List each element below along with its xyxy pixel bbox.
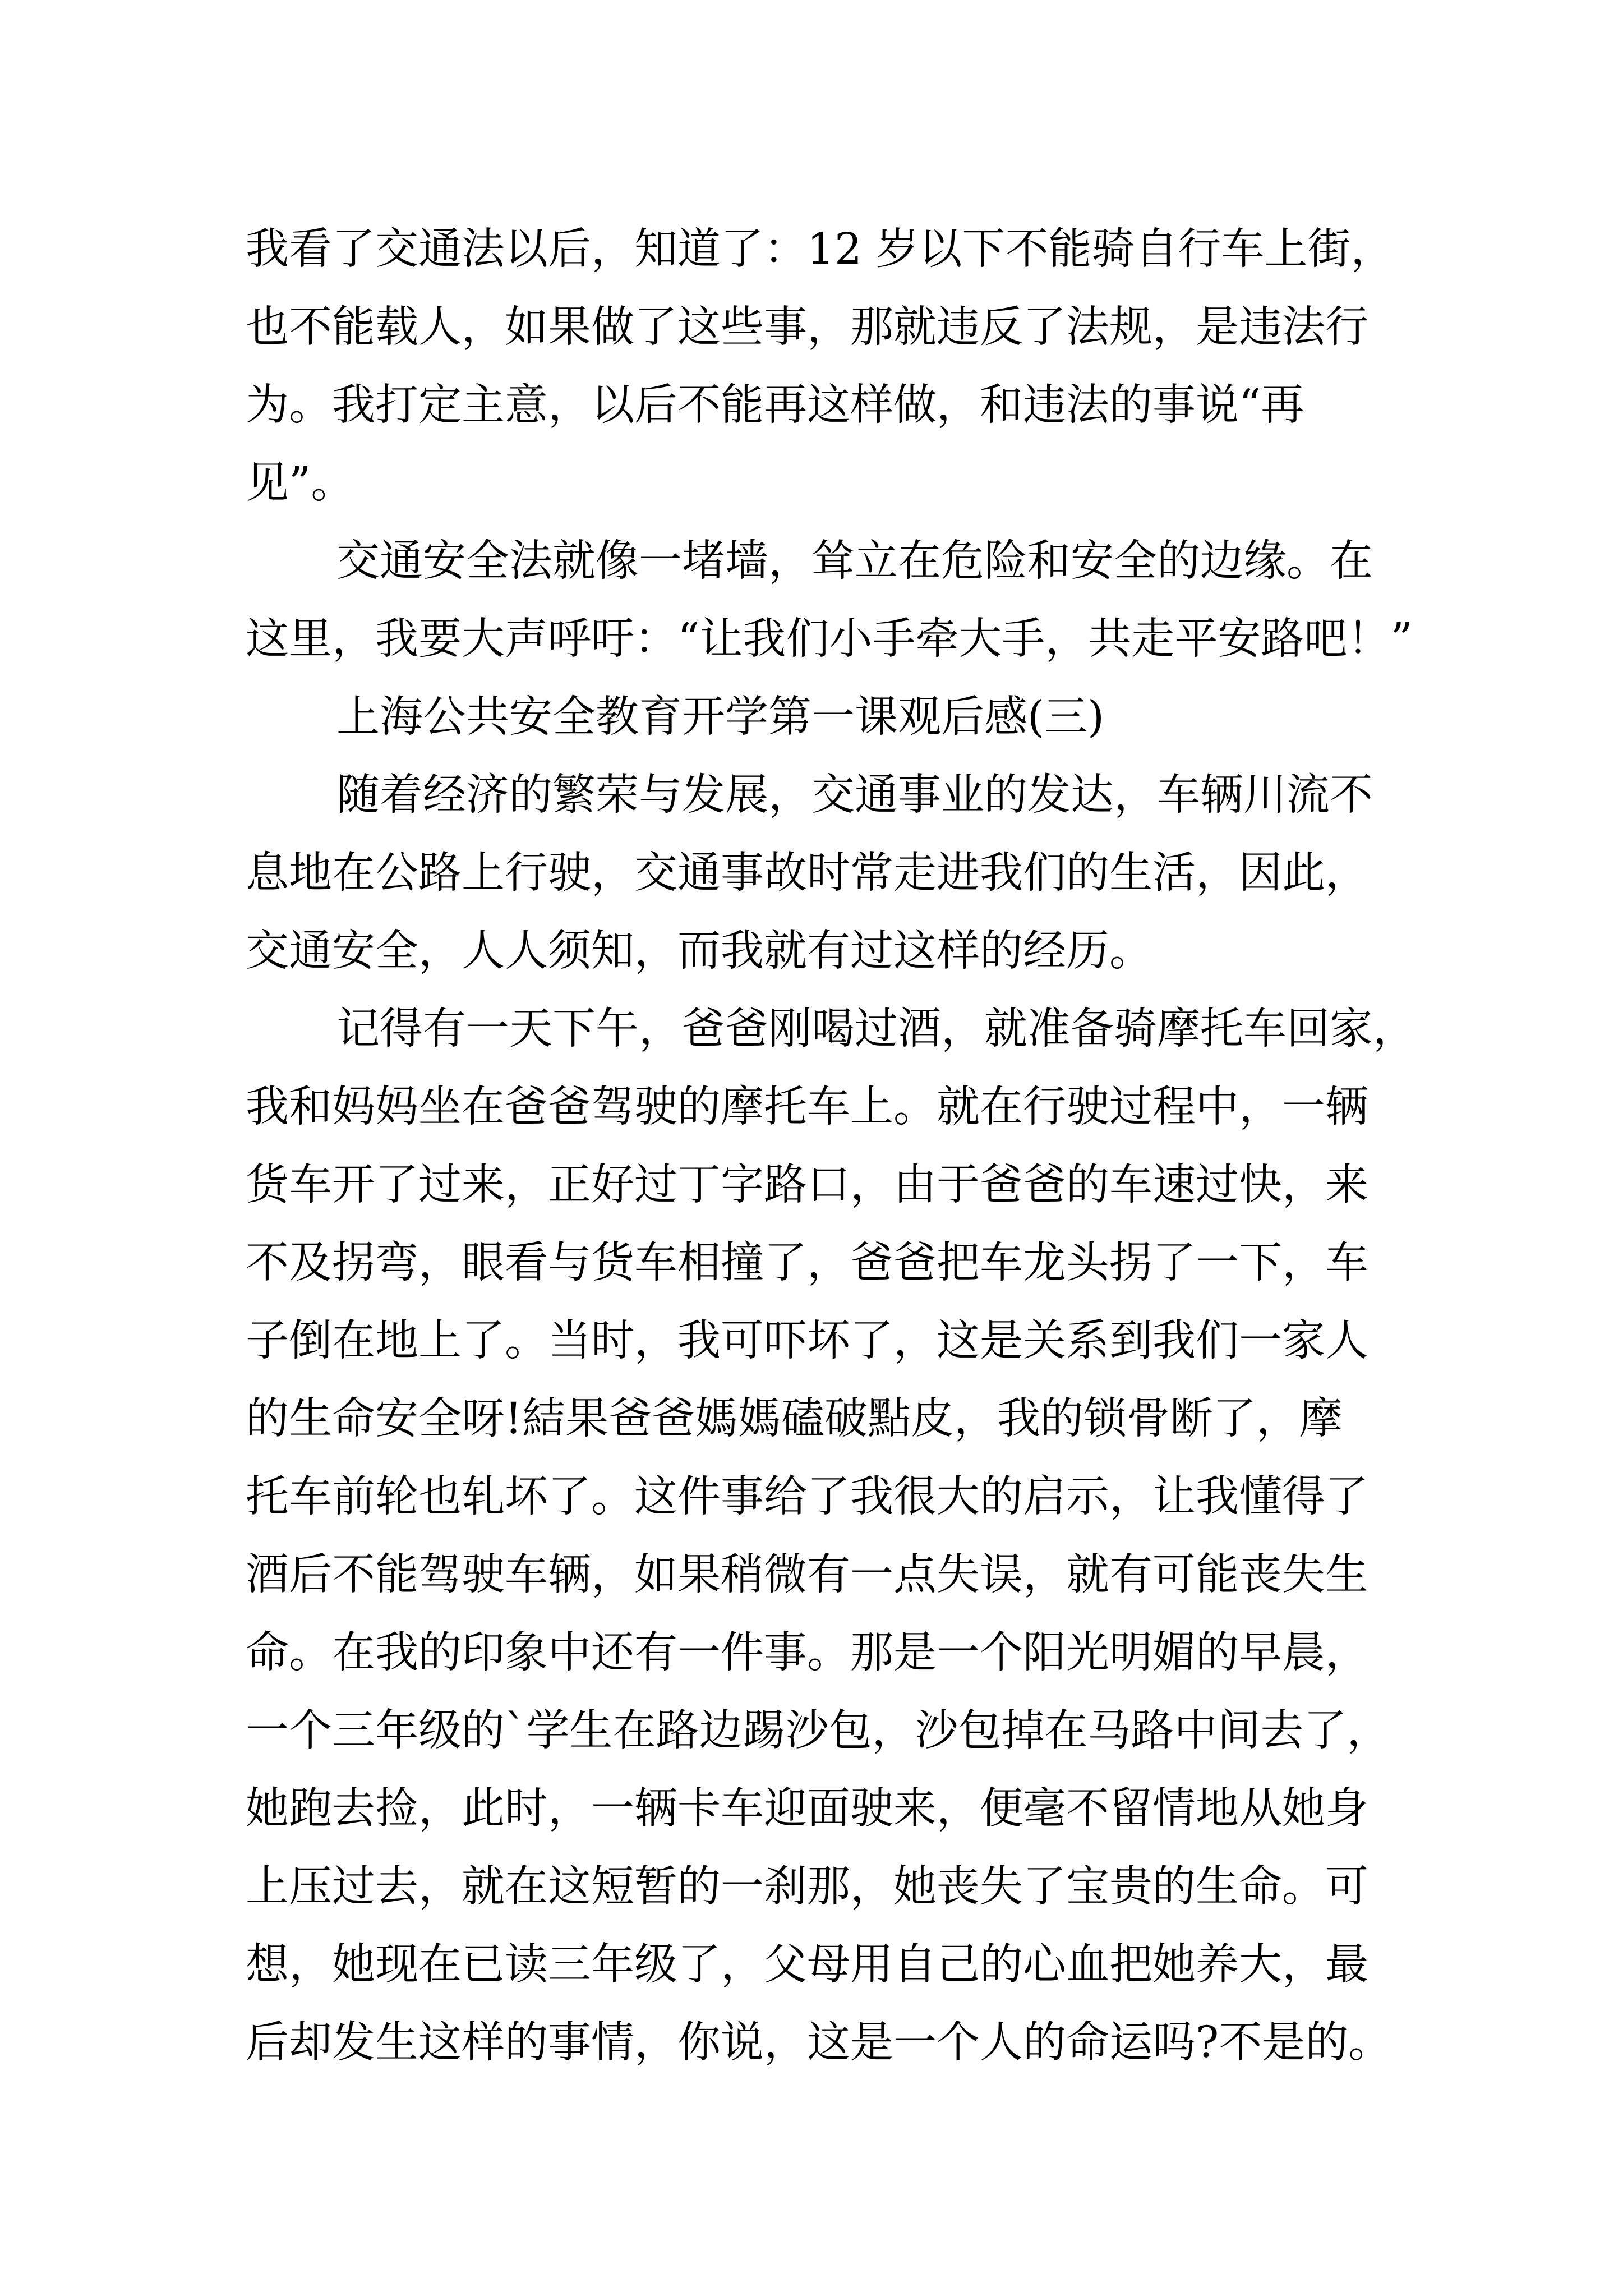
text-line: 她跑去捡，此时，一辆卡车迎面驶来，便毫不留情地从她身 xyxy=(246,1784,1368,1834)
text-line: 这里，我要大声呼吁：“让我们小手牵大手，共走平安路吧！” xyxy=(246,614,1413,664)
text-line: 酒后不能驾驶车辆，如果稍微有一点失误，就有可能丧失生 xyxy=(246,1550,1368,1600)
text-line: 的生命安全呀!結果爸爸媽媽磕破點皮，我的锁骨断了，摩 xyxy=(246,1394,1343,1444)
text-line: 一个三年级的`学生在路边踢沙包，沙包掉在马路中间去了， xyxy=(246,1706,1390,1756)
text-line: 交通安全，人人须知，而我就有过这样的经历。 xyxy=(246,926,1152,976)
section-heading: 上海公共安全教育开学第一课观后感(三) xyxy=(336,692,1105,742)
text-line: 随着经济的繁荣与发展，交通事业的发达，车辆川流不 xyxy=(336,770,1373,820)
text-line: 不及拐弯，眼看与货车相撞了，爸爸把车龙头拐了一下，车 xyxy=(246,1238,1368,1288)
text-line: 想，她现在已读三年级了，父母用自己的心血把她养大，最 xyxy=(246,1940,1368,1990)
text-line: 息地在公路上行驶，交通事故时常走进我们的生活，因此， xyxy=(246,848,1368,898)
text-line: 为。我打定主意，以后不能再这样做，和违法的事说“再 xyxy=(246,380,1304,430)
text-line: 子倒在地上了。当时，我可吓坏了，这是关系到我们一家人 xyxy=(246,1316,1368,1366)
text-line: 我和妈妈坐在爸爸驾驶的摩托车上。就在行驶过程中，一辆 xyxy=(246,1082,1368,1132)
text-line: 命。在我的印象中还有一件事。那是一个阳光明媚的早晨， xyxy=(246,1628,1368,1678)
text-line: 托车前轮也轧坏了。这件事给了我很大的启示，让我懂得了 xyxy=(246,1472,1368,1522)
text-line: 我看了交通法以后，知道了：12 岁以下不能骑自行车上街， xyxy=(246,224,1394,274)
text-line: 记得有一天下午，爸爸刚喝过酒，就准备骑摩托车回家， xyxy=(336,1004,1416,1054)
text-line: 上压过去，就在这短暂的一刹那，她丧失了宝贵的生命。可 xyxy=(246,1862,1368,1912)
text-line: 后却发生这样的事情，你说，这是一个人的命运吗?不是的。 xyxy=(246,2018,1392,2068)
text-line: 也不能载人，如果做了这些事，那就违反了法规，是违法行 xyxy=(246,302,1368,352)
text-line: 见”。 xyxy=(246,458,354,508)
text-line: 货车开了过来，正好过丁字路口，由于爸爸的车速过快，来 xyxy=(246,1160,1368,1210)
text-line: 交通安全法就像一堵墙，耸立在危险和安全的边缘。在 xyxy=(336,536,1373,586)
